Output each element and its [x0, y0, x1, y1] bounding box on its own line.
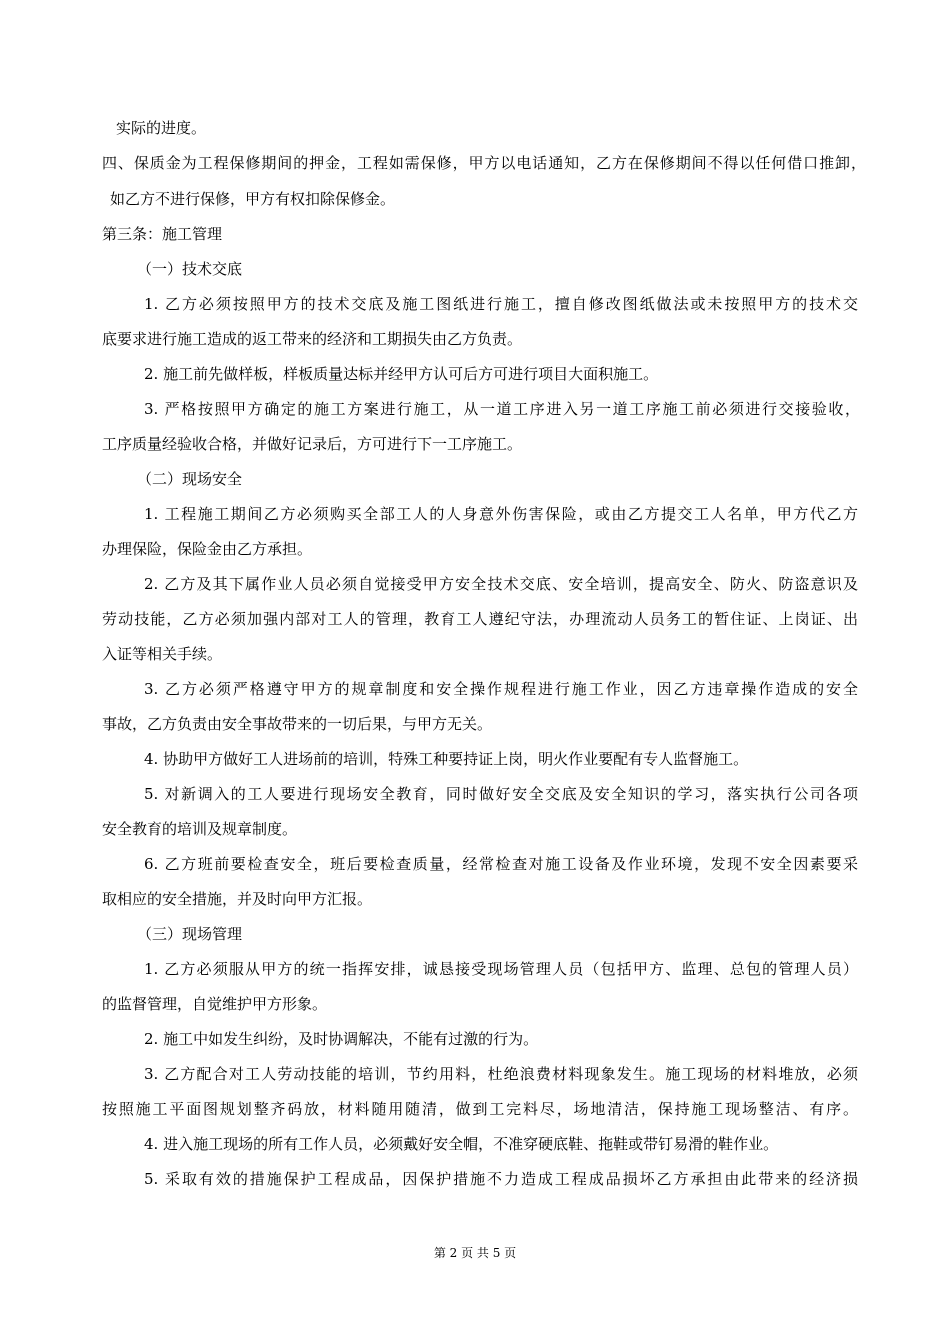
paragraph-line: 3. 严格按照甲方确定的施工方案进行施工，从一道工序进入另一道工序施工前必须进行交接验收，: [144, 400, 860, 418]
paragraph-line: 5. 采取有效的措施保护工程成品，因保护措施不力造成工程成品损坏乙方承担由此带来的经济损: [144, 1170, 858, 1188]
paragraph-line: 入证等相关手续。: [102, 645, 223, 663]
paragraph-line: 4. 进入施工现场的所有工作人员，必须戴好安全帽，不准穿硬底鞋、拖鞋或带钉易滑的鞋作业。: [144, 1135, 779, 1153]
paragraph-line: 按照施工平面图规划整齐码放，材料随用随清，做到工完料尽，场地清洁，保持施工现场整洁、有序。: [102, 1100, 858, 1118]
paragraph-line: 5. 对新调入的工人要进行现场安全教育，同时做好安全交底及安全知识的学习，落实执行公司各项: [144, 785, 858, 803]
section-heading: 第三条：施工管理: [102, 225, 223, 243]
subsection-heading: （一）技术交底: [137, 260, 243, 278]
page-number-footer: 第 2 页 共 5 页: [433, 1246, 517, 1260]
paragraph-line: 实际的进度。: [116, 119, 207, 137]
paragraph-line: 2. 施工中如发生纠纷，及时协调解决，不能有过激的行为。: [144, 1030, 539, 1048]
paragraph-line: 3. 乙方必须严格遵守甲方的规章制度和安全操作规程进行施工作业，因乙方违章操作造成的安全: [144, 680, 858, 698]
paragraph-line: 安全教育的培训及规章制度。: [102, 820, 298, 838]
paragraph-line: 2. 乙方及其下属作业人员必须自觉接受甲方安全技术交底、安全培训，提高安全、防火、防盗意识及: [144, 575, 858, 593]
paragraph-line: 1. 工程施工期间乙方必须购买全部工人的人身意外伤害保险，或由乙方提交工人名单，甲方代乙方: [144, 505, 858, 523]
subsection-heading: （三）现场管理: [137, 925, 243, 943]
paragraph-line: 的监督管理，自觉维护甲方形象。: [102, 995, 328, 1013]
paragraph-line: 3. 乙方配合对工人劳动技能的培训，节约用料，杜绝浪费材料现象发生。施工现场的材料堆放，必须: [144, 1065, 858, 1083]
paragraph-line: 1. 乙方必须按照甲方的技术交底及施工图纸进行施工，擅自修改图纸做法或未按照甲方的技术交: [144, 295, 858, 313]
paragraph-line: 底要求进行施工造成的返工带来的经济和工期损失由乙方负责。: [102, 330, 523, 348]
paragraph-line: 取相应的安全措施，并及时向甲方汇报。: [102, 890, 373, 908]
paragraph-line: 四、保质金为工程保修期间的押金，工程如需保修，甲方以电话通知，乙方在保修期间不得以任何借口推卸，: [102, 154, 866, 172]
paragraph-line: 事故，乙方负责由安全事故带来的一切后果，与甲方无关。: [102, 715, 493, 733]
paragraph-line: 4. 协助甲方做好工人进场前的培训，特殊工种要持证上岗，明火作业要配有专人监督施工。: [144, 750, 749, 768]
paragraph-line: 1. 乙方必须服从甲方的统一指挥安排，诚恳接受现场管理人员（包括甲方、监理、总包的管理人员）: [144, 960, 858, 978]
paragraph-line: 工序质量经验收合格，并做好记录后，方可进行下一工序施工。: [102, 435, 523, 453]
paragraph-line: 劳动技能，乙方必须加强内部对工人的管理，教育工人遵纪守法，办理流动人员务工的暂住证、上岗证、出: [102, 610, 858, 628]
paragraph-line: 办理保险，保险金由乙方承担。: [102, 540, 313, 558]
paragraph-line: 6. 乙方班前要检查安全，班后要检查质量，经常检查对施工设备及作业环境，发现不安全因素要采: [144, 855, 858, 873]
paragraph-line: 如乙方不进行保修，甲方有权扣除保修金。: [110, 190, 396, 208]
paragraph-line: 2. 施工前先做样板，样板质量达标并经甲方认可后方可进行项目大面积施工。: [144, 365, 659, 383]
subsection-heading: （二）现场安全: [137, 470, 243, 488]
